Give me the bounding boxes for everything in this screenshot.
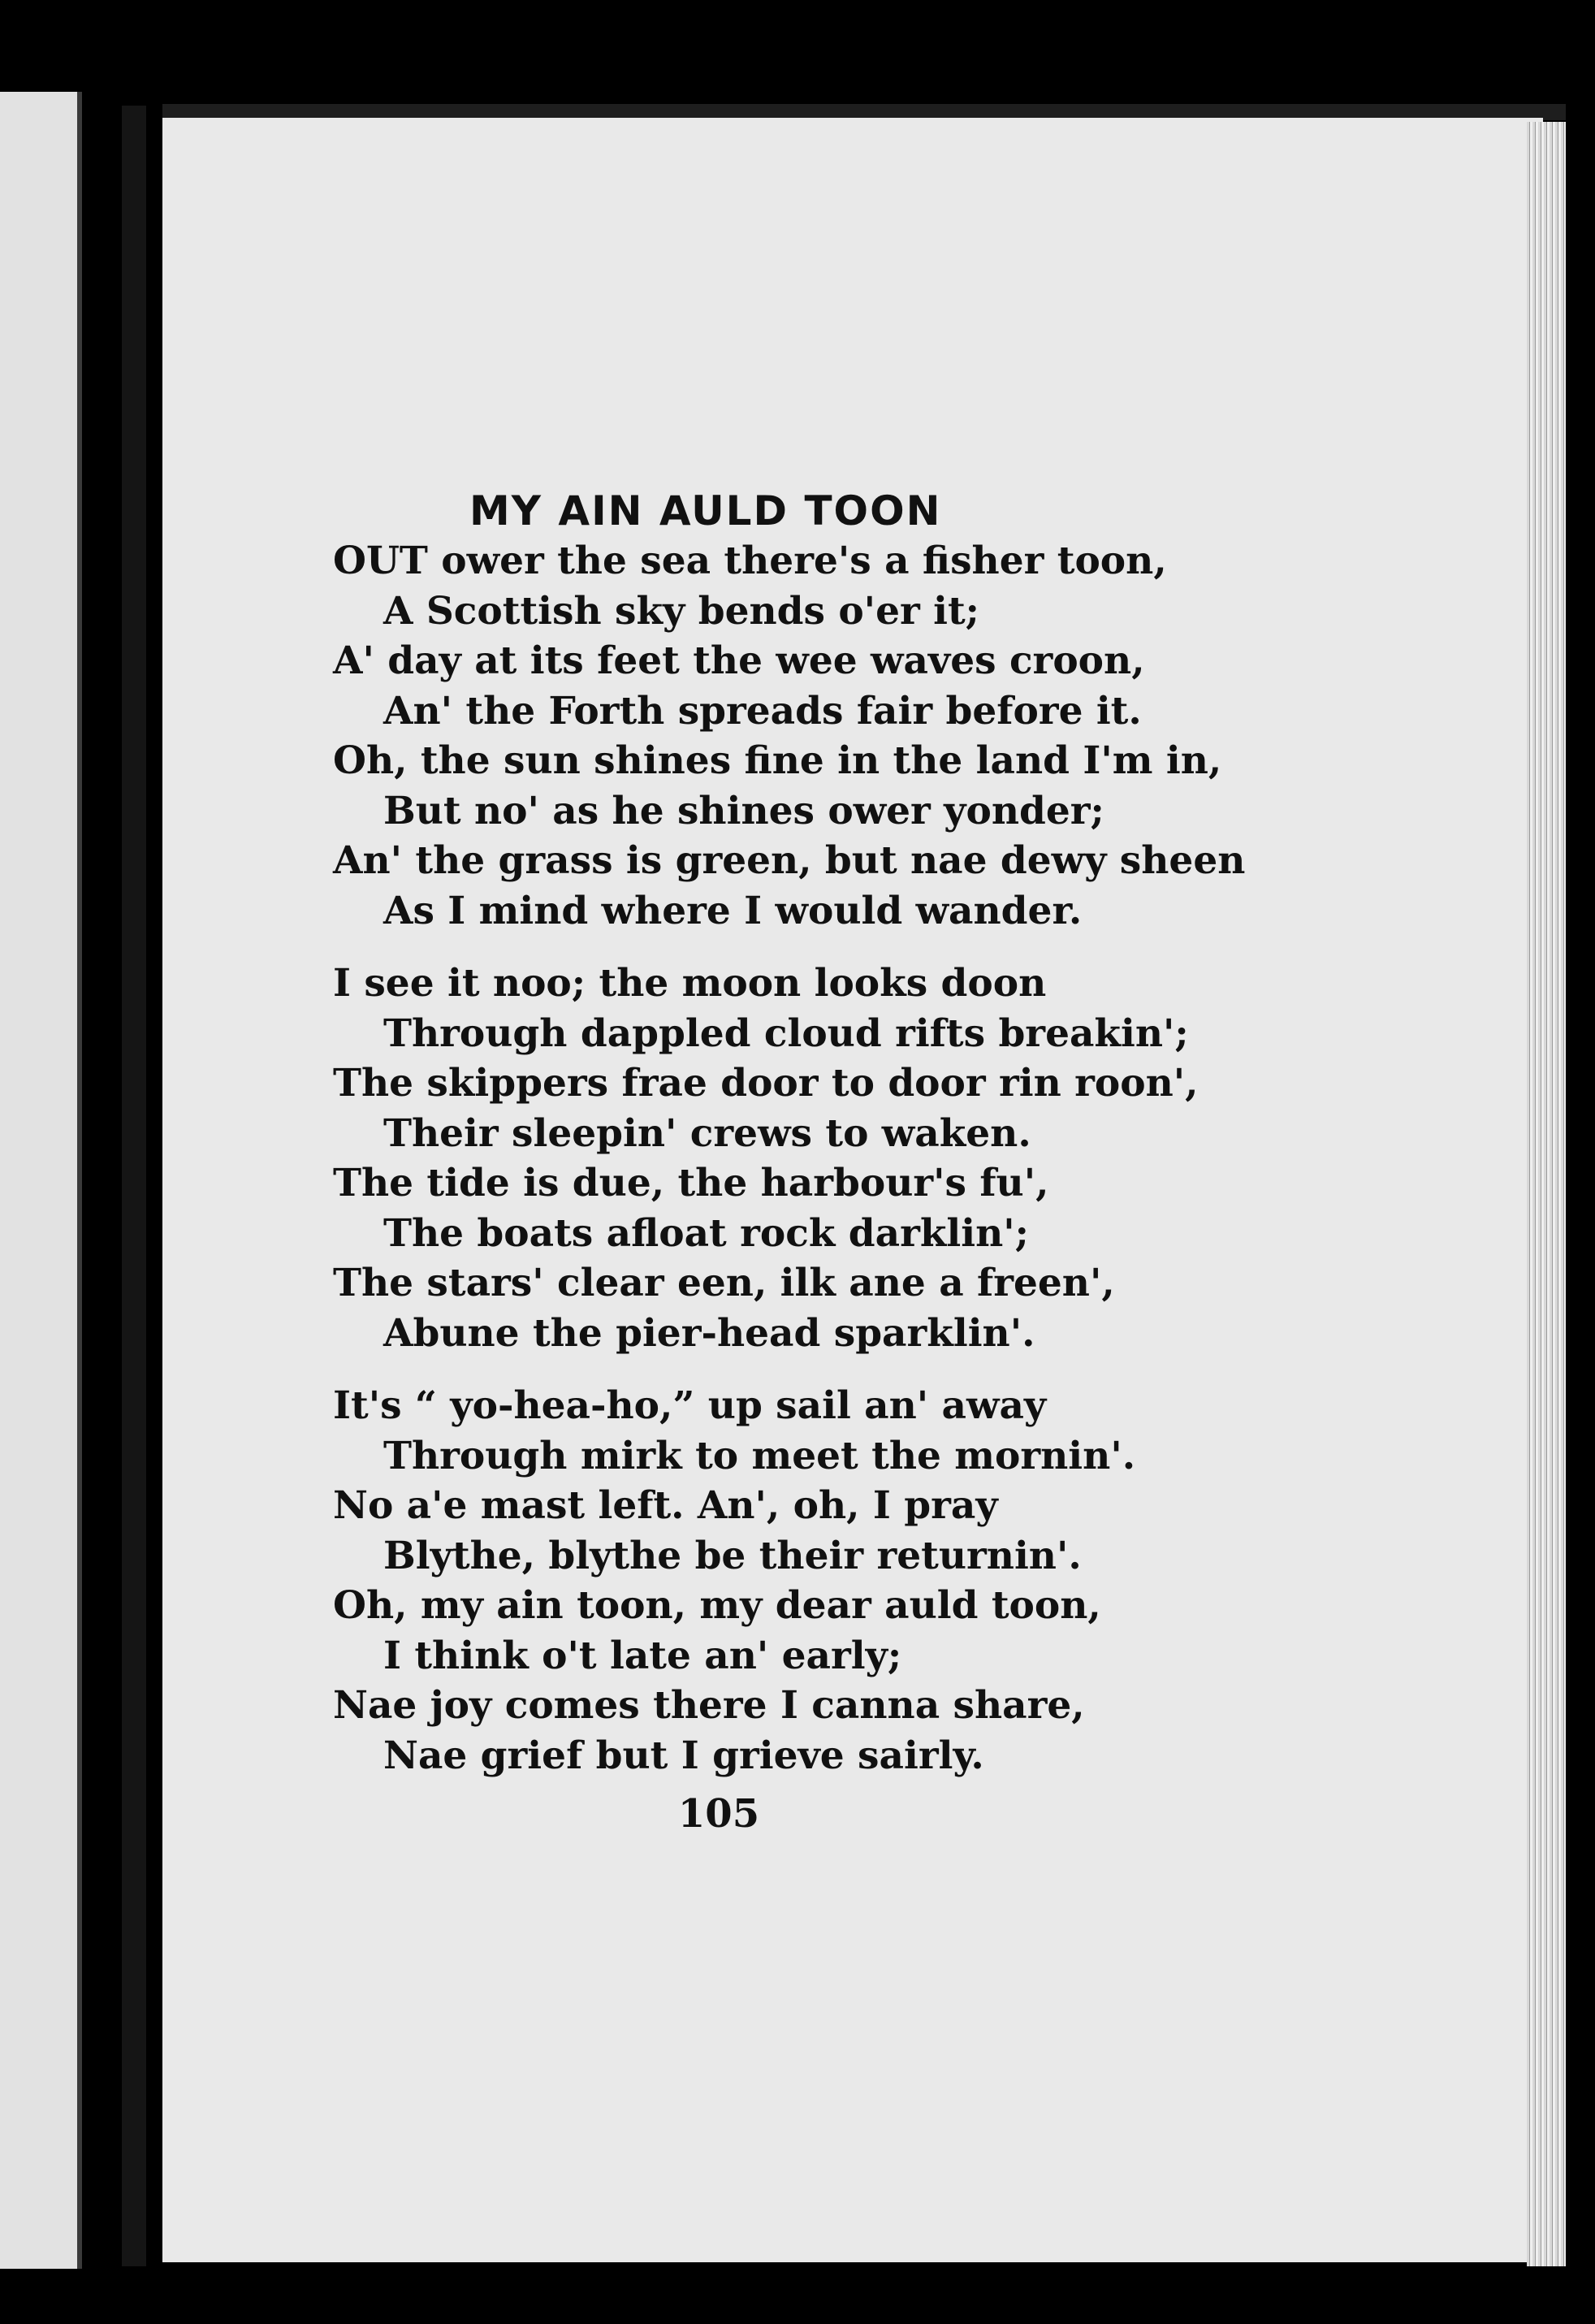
poem-line: It's “ yo-hea-ho,” up sail an' away bbox=[333, 1383, 1047, 1428]
poem-line: A' day at its feet the wee waves croon, bbox=[333, 638, 1145, 683]
poem-line: As I mind where I would wander. bbox=[383, 888, 1083, 933]
poem-line: I see it noo; the moon looks doon bbox=[333, 961, 1047, 1006]
poem-line: Nae joy comes there I canna share, bbox=[333, 1683, 1085, 1728]
poem-line: No a'e mast left. An', oh, I pray bbox=[333, 1483, 998, 1528]
poem-title: MY AIN AULD TOON bbox=[469, 487, 942, 534]
poem-line: Nae grief but I grieve sairly. bbox=[383, 1733, 984, 1778]
poem-line: The boats afloat rock darklin'; bbox=[383, 1210, 1030, 1256]
stanza bbox=[333, 1381, 1291, 1781]
poem-body bbox=[333, 536, 1291, 1803]
poem-line: Oh, the sun shines fine in the land I'm in, bbox=[333, 738, 1222, 783]
poem-line: The skippers frae door to door rin roon', bbox=[333, 1061, 1199, 1106]
poem-line: OUT ower the sea there's a fisher toon, bbox=[333, 539, 1167, 583]
poem-line: Through mirk to meet the mornin'. bbox=[383, 1433, 1136, 1478]
poem-line: Blythe, blythe be their returnin'. bbox=[383, 1533, 1082, 1578]
stanza bbox=[333, 959, 1291, 1358]
poem-line: The stars' clear een, ilk ane a freen', bbox=[333, 1261, 1115, 1305]
poem-line: An' the grass is green, but nae dewy sheen bbox=[333, 838, 1246, 883]
page-edges bbox=[1527, 122, 1566, 2266]
poem-line: Their sleepin' crews to waken. bbox=[383, 1110, 1031, 1156]
book-spine bbox=[122, 106, 146, 2266]
poem-line: A Scottish sky bends o'er it; bbox=[383, 588, 980, 634]
poem-line: I think o't late an' early; bbox=[383, 1633, 902, 1678]
stanza bbox=[333, 536, 1291, 936]
page-number: 105 bbox=[677, 1791, 760, 1837]
poem-line: But no' as he shines ower yonder; bbox=[383, 788, 1104, 833]
poem-line: Abune the pier-head sparklin'. bbox=[383, 1310, 1035, 1356]
previous-page-edge bbox=[0, 92, 82, 2269]
poem-line: Oh, my ain toon, my dear auld toon, bbox=[333, 1583, 1101, 1628]
poem-line: An' the Forth spreads fair before it. bbox=[383, 688, 1142, 734]
poem-line: The tide is due, the harbour's fu', bbox=[333, 1161, 1049, 1205]
poem-line: Through dappled cloud rifts breakin'; bbox=[383, 1011, 1189, 1056]
